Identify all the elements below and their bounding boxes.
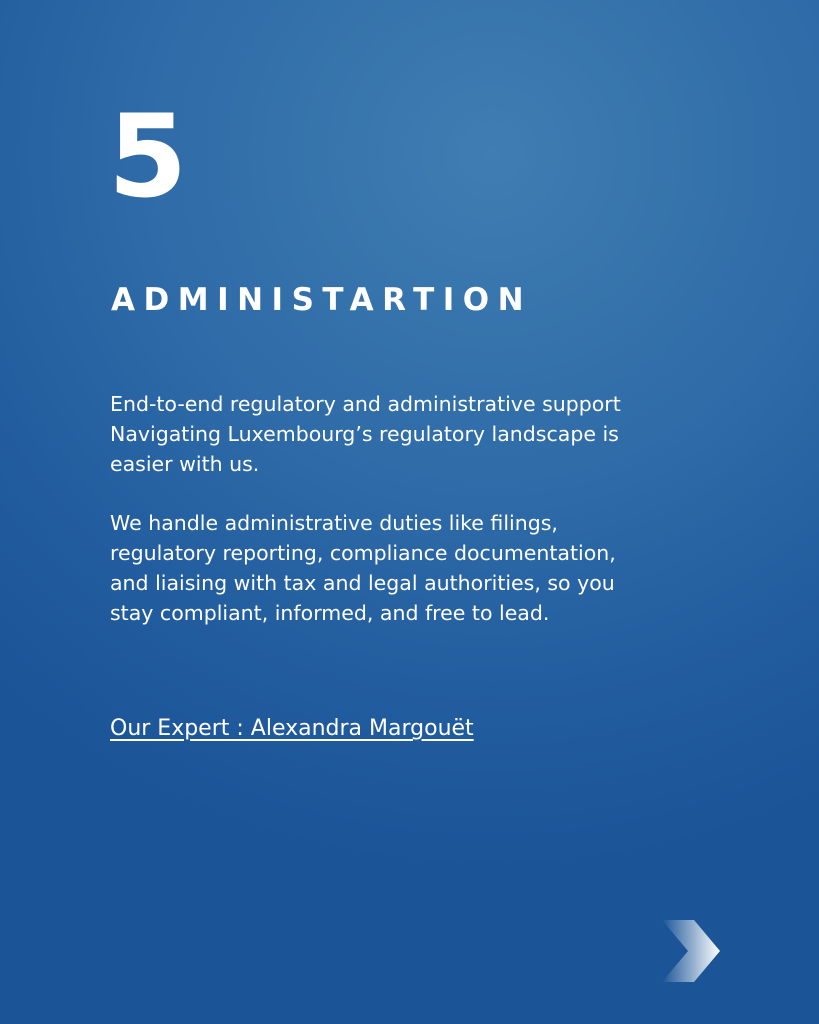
details-line: We handle administrative duties like filings,	[110, 511, 558, 535]
details-paragraph	[110, 508, 680, 628]
details-line: stay compliant, informed, and free to lead.	[110, 601, 550, 625]
details-line: and liaising with tax and legal authorities, so you	[110, 571, 615, 595]
slide-number: 5	[108, 90, 186, 223]
next-slide-button[interactable]	[660, 918, 722, 984]
intro-line: Navigating Luxembourg’s regulatory landscape is	[110, 422, 619, 446]
intro-line: easier with us.	[110, 452, 260, 476]
slide-title: ADMINISTARTION	[111, 282, 533, 318]
details-line: regulatory reporting, compliance documentation,	[110, 541, 616, 565]
expert-link[interactable]: Our Expert : Alexandra Margouët	[110, 716, 474, 741]
chevron-right-icon	[660, 918, 722, 984]
intro-line: End-to-end regulatory and administrative support	[110, 392, 621, 416]
intro-paragraph	[110, 389, 680, 479]
